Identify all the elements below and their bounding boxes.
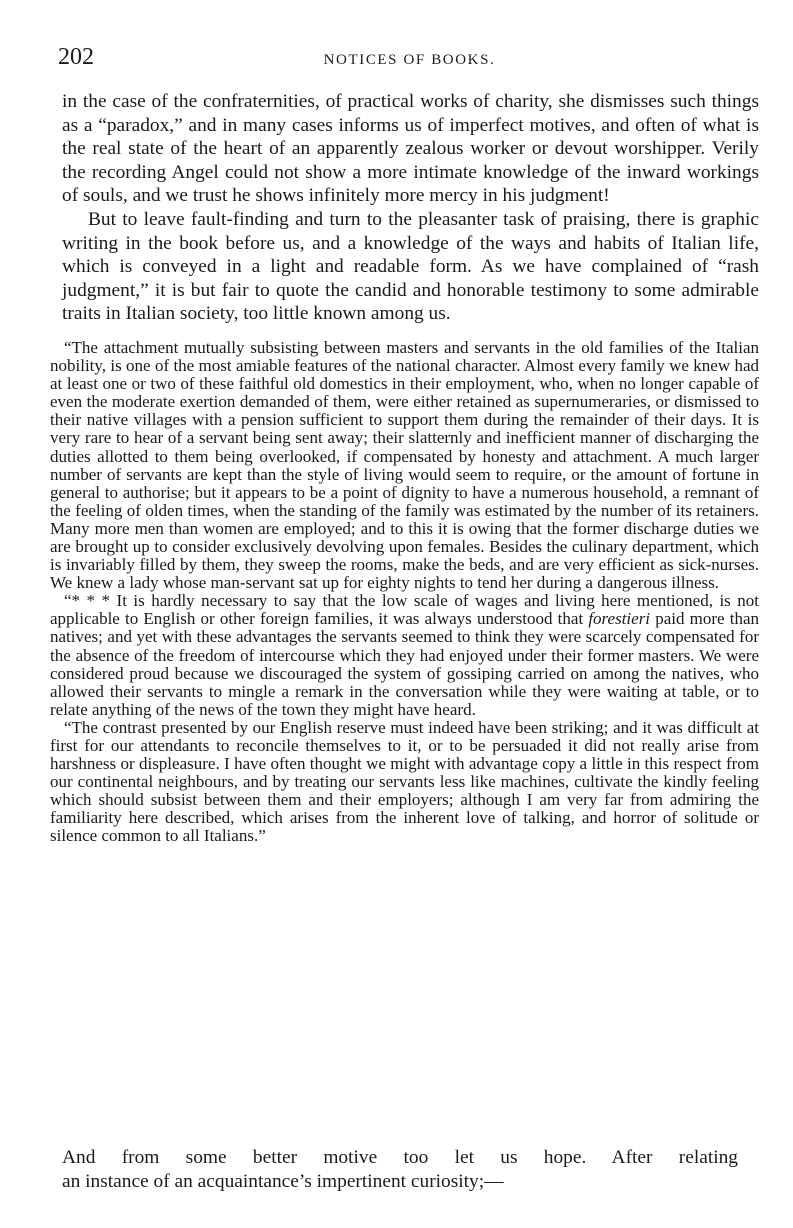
closing-line-2: an instance of an acquaintance’s impertinent curiosity;— xyxy=(62,1170,504,1192)
extract-wages-after: paid more than natives; and yet with these advantages the servants seemed to think they were scarcely compensated for the absence of the freedom of intercourse which they had enjoyed under their former masters. We were considered proud because we discouraged the system of gossiping carried on among the natives, who allowed their servants to mingle a remark in the conversation while they were waiting at table, or to relate anything of the news of the town they might have heard. xyxy=(50,609,759,719)
extract-wages-italic: forestieri xyxy=(588,609,651,629)
page-number: 202 xyxy=(58,44,94,70)
main-text xyxy=(62,90,759,326)
paragraph-confraternities: in the case of the confraternities, of practical works of charity, she dismisses such things as a “paradox,” and in many cases informs us of imperfect motives, and often of what is the real state of the heart of an apparently zealous worker or devout worshipper. Verily the recording Angel could not show a more intimate knowledge of the inward workings of souls, and we trust he shows infinitely more mercy in his judgment! xyxy=(62,91,759,207)
paragraph-praising: But to leave fault-finding and turn to the pleasanter task of praising, there is graphic writing in the book before us, and a knowledge of the ways and habits of Italian life, which is conveyed in a light and readable form. As we have complained of “rash judgment,” it is but fair to quote the candid and honorable testimony to some admirable traits in Italian society, too little known among us. xyxy=(62,208,759,325)
extract-paragraph-reserve: “The contrast presented by our English reserve must indeed have been striking; and it was difficult at first for our attendants to reconcile themselves to it, or to be persuaded it did not really arise from harshness or displeasure. I have often thought we might with advantage copy a little in this respect from our continental neighbours, and by treating our servants less like machines, cultivate the kindly feeling which should subsist between them and their employers; although I am very far from admiring the familiarity here described, which arises from the inherent love of talking, and horror of solitude or silence common to all Italians.” xyxy=(50,717,759,846)
extract-wages-before: “* * * It is hardly necessary to say that the low scale of wages and living here mentioned, is not applicable to English or other foreign families, it was always understood that xyxy=(50,591,759,629)
closing-line-1: And from some better motive too let us hope. After relating xyxy=(62,1147,738,1168)
closing-text xyxy=(62,1146,738,1193)
extract-paragraph-attachment: “The attachment mutually subsisting between masters and servants in the old families of the Italian nobility, is one of the most amiable features of the national character. Almost every family we knew had at least one or two of these faithful old domestics in their employment, who, when no longer capable of even the moderate exertion demanded of them, were either retained as supernumeraries, or dismissed to their native villages with a pension sufficient to support them during the remainder of their days. It is very rare to hear of a servant being sent away; their slatternly and inefficient manner of discharging the duties allotted to them being overlooked, if compensated by honesty and attachment. A much larger number of servants are kept than the style of living would seem to require, or the amount of fortune in general to authorise; but it appears to be a point of dignity to have a numerous household, a remnant of the feeling of olden times, when the standing of the family was estimated by the number of its retainers. Many more men than women are employed; and to this it is owing that the former discharge duties we are brought up to consider exclusively devolving upon females. Besides the culinary department, which is invariably filled by them, they sweep the rooms, make the beds, and are very efficient as sick-nurses. We knew a lady whose man-servant sat up for eighty nights to tend her during a dangerous illness. xyxy=(50,337,759,593)
quoted-extract xyxy=(50,339,759,846)
extract-paragraph-wages xyxy=(50,592,759,719)
running-title: NOTICES OF BOOKS. xyxy=(323,52,496,68)
running-head xyxy=(58,44,761,74)
body-text xyxy=(50,90,759,846)
